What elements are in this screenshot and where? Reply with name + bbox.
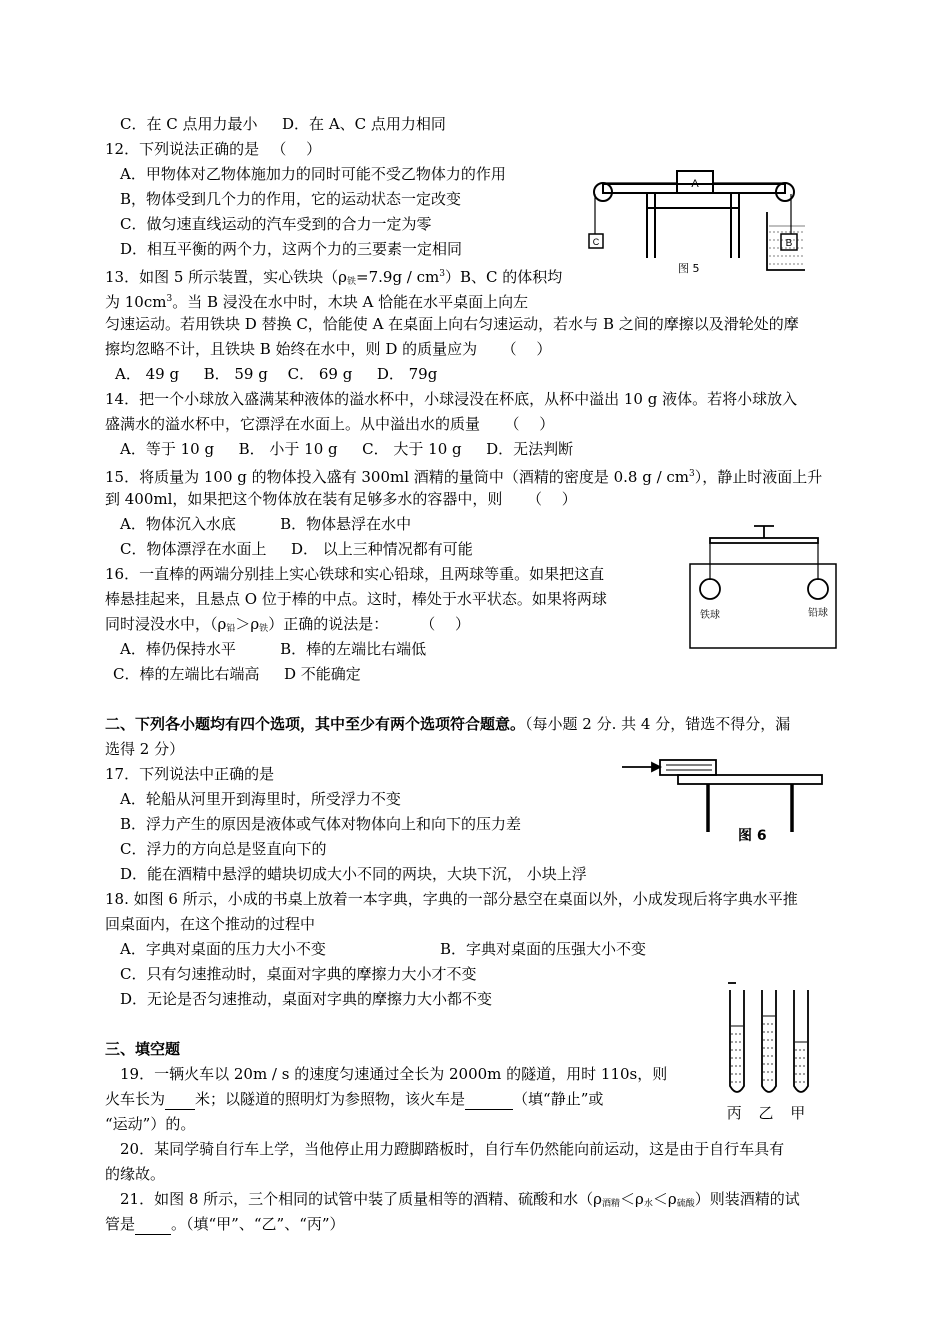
q20-line2: 的缘故。 xyxy=(105,1165,166,1183)
q18-option-a: A．字典对桌面的压力大小不变 xyxy=(120,940,326,958)
fig6-desk-top xyxy=(678,775,822,784)
q15-options-ab: A．物体沉入水底 B．物体悬浮在水中 xyxy=(120,515,412,533)
q19-line1: 19．一辆火车以 20m / s 的速度匀速通过全长为 2000m 的隧道，用时 110s，则 xyxy=(120,1065,668,1083)
q14-line2: 盛满水的溢水杯中，它漂浮在水面上。从中溢出水的质量 （ ） xyxy=(105,415,555,433)
q13-line1: 13．如图 5 所示装置，实心铁块$(\rho_铁=7.9g / cm^3)B$、C 的体积均 xyxy=(105,268,563,287)
q21-blank-tube[interactable] xyxy=(135,1214,171,1235)
q13-line3: 匀速运动。若用铁块 D 替换 C，恰能使 A 在桌面上向右匀速运动，若水与 B 之间的摩擦以及滑轮处的摩 xyxy=(105,315,799,333)
q16-line2: 棒悬挂起来，且悬点 O 位于棒的中点。这时，棒处于水平状态。如果将两球 xyxy=(105,590,607,608)
fig5-label-c: C xyxy=(592,237,600,247)
q17-option-b: B．浮力产生的原因是液体或气体对物体向上和向下的压力差 xyxy=(120,815,522,833)
q14-line1: 14．把一个小球放入盛满某种液体的溢水杯中，小球浸没在杯底，从杯中溢出 10 g 液体。若将小球放入 xyxy=(105,390,798,408)
q12-option-c: C．做匀速直线运动的汽车受到的合力一定为零 xyxy=(120,215,432,233)
figure-8 xyxy=(722,980,822,1126)
q19-blank-length[interactable] xyxy=(165,1089,195,1110)
q17-option-d: D．能在酒精中悬浮的蜡块切成大小不同的两块，大块下沉， 小块上浮 xyxy=(120,865,587,883)
section3-heading: 三、填空题 xyxy=(105,1040,181,1058)
fig6-caption: 图 6 xyxy=(738,828,767,844)
q13-options: A． 49 g B． 59 g C． 69 g D． 79g xyxy=(115,365,438,383)
q19-line2: 火车长为 米；以隧道的照明灯为参照物，该火车是 （填“静止”或 xyxy=(105,1090,604,1108)
tube-bing xyxy=(730,990,744,1092)
q13-line4: 擦均忽略不计，且铁块 B 始终在水中，则 D 的质量应为 （ ） xyxy=(105,340,552,358)
q17-stem: 17．下列说法中正确的是 xyxy=(105,765,275,783)
q16-line3: 同时浸没水中，$(\rho_铅>\rho_铁)$正确的说法是： （ ） xyxy=(105,615,470,634)
figure-5 xyxy=(585,162,805,290)
water-tank xyxy=(690,564,836,648)
fig5-label-a: A xyxy=(691,178,699,190)
figure-6 xyxy=(620,752,830,852)
q17-option-c: C．浮力的方向总是竖直向下的 xyxy=(120,840,327,858)
rod xyxy=(710,538,818,543)
q15-options-cd: C．物体漂浮在水面上 D． 以上三种情况都有可能 xyxy=(120,540,473,558)
q18-option-b: B．字典对桌面的压强大小不变 xyxy=(440,940,647,958)
q18-option-c: C．只有匀速推动时，桌面对字典的摩擦力大小才不变 xyxy=(120,965,477,983)
lead-ball xyxy=(808,579,828,599)
fig6-dictionary xyxy=(660,760,716,775)
q21-line2: 管是 。（填“甲”、“乙”、“丙”） xyxy=(105,1215,345,1233)
figure-5-drawing xyxy=(585,162,805,290)
figure-6-drawing xyxy=(620,752,830,852)
q18-option-d: D．无论是否匀速推动，桌面对字典的摩擦力大小都不变 xyxy=(120,990,493,1008)
q12-stem: 12．下列说法正确的是 （ ） xyxy=(105,140,322,158)
fig8-labels: 丙 乙 甲 xyxy=(726,1104,812,1122)
tube-jia xyxy=(794,990,808,1092)
q14-options: A．等于 10 g B． 小于 10 g C． 大于 10 g D．无法判断 xyxy=(120,440,574,458)
figure-rod-balls xyxy=(688,522,838,652)
q21-line1: 21．如图 8 所示，三个相同的试管中装了质量相等的酒精、硫酸和水$(\rho_{酒精}<\rho_水<\rho_{硫酸})$则装酒精的试 xyxy=(120,1190,800,1209)
tube-yi xyxy=(762,990,776,1092)
rod-label-iron: 铁球 xyxy=(700,610,720,621)
q19-blank-state[interactable] xyxy=(465,1089,513,1110)
q12-option-d: D．相互平衡的两个力，这两个力的三要素一定相同 xyxy=(120,240,463,258)
q13-line2: 为 $10cm^3$。当 B 浸没在水中时，木块 A 恰能在水平桌面上向左 xyxy=(105,293,529,311)
figure-rod-drawing xyxy=(688,522,838,652)
section2-note-cont: 选得 2 分） xyxy=(105,740,185,758)
q19-line3: “运动”）的。 xyxy=(105,1115,196,1133)
q15-line2: 到 400ml，如果把这个物体放在装有足够多水的容器中，则 （ ） xyxy=(105,490,577,508)
section2-heading: 二、下列各小题均有四个选项，其中至少有两个选项符合题意。（每小题 2 分. 共 4 分，错选不得分，漏 xyxy=(105,715,791,733)
q16-options-ab: A．棒仍保持水平 B．棒的左端比右端低 xyxy=(120,640,427,658)
q20-line1: 20．某同学骑自行车上学，当他停止用力蹬脚踏板时，自行车仍然能向前运动，这是由于自行车具有 xyxy=(120,1140,785,1158)
q18-line1: 18. 如图 6 所示，小成的书桌上放着一本字典，字典的一部分悬空在桌面以外，小成发现后将字典水平推 xyxy=(105,890,798,908)
figure-8-drawing xyxy=(722,980,822,1126)
q17-option-a: A．轮船从河里开到海里时，所受浮力不变 xyxy=(120,790,401,808)
q11-options-cd: C．在 C 点用力最小 D．在 A、C 点用力相同 xyxy=(120,115,446,133)
q12-option-b: B，物体受到几个力的作用，它的运动状态一定改变 xyxy=(120,190,462,208)
rod-label-lead: 铅球 xyxy=(808,608,828,619)
iron-ball xyxy=(700,579,720,599)
q16-options-cd: C．棒的左端比右端高 D 不能确定 xyxy=(113,665,361,683)
fig5-label-b: B xyxy=(785,238,793,249)
fig5-caption: 图 5 xyxy=(678,262,700,275)
q12-option-a: A．甲物体对乙物体施加力的同时可能不受乙物体力的作用 xyxy=(120,165,506,183)
q15-line1: 15．将质量为 100 g 的物体投入盛有 300ml 酒精的量筒中（酒精的密度是 0.8 g / $cm^3$），静止时液面上升 xyxy=(105,468,823,486)
q18-line2: 回桌面内，在这个推动的过程中 xyxy=(105,915,316,933)
q16-line1: 16．一直棒的两端分别挂上实心铁球和实心铅球，且两球等重。如果把这直 xyxy=(105,565,605,583)
